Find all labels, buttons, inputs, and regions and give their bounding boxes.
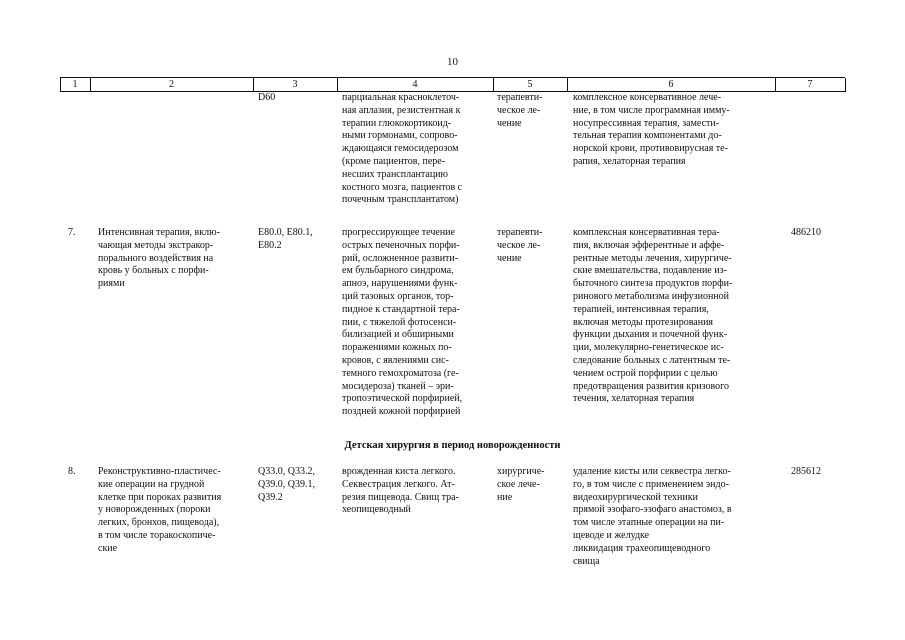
cell-line: ские вмешательства, подавление из-	[573, 265, 727, 277]
cell-line: острых печеночных порфи-	[342, 239, 460, 251]
cell-line: билизацией и обширными	[342, 329, 454, 341]
cell-line: терапией, интенсивная терапия,	[573, 303, 709, 315]
cell-line: чением острой порфирии с целью	[573, 367, 718, 379]
cell-line: почечным трансплантатом)	[342, 194, 459, 206]
cell-line: (кроме пациентов, пере-	[342, 155, 446, 167]
cell-line: костного мозга, пациентов с	[342, 181, 463, 193]
cost-value: 285612	[791, 466, 821, 477]
treatment-method	[573, 92, 770, 169]
cell-line: Интенсивная терапия, вклю-	[98, 227, 220, 238]
cell-line: носупрессивная терапия, замести-	[573, 117, 720, 129]
cell-line: врожденная киста легкого.	[342, 466, 456, 477]
cell-line: терапевти-	[497, 92, 543, 103]
cell-line: клетке при пороках развития	[98, 491, 222, 503]
cell-line: ческое ле-	[497, 239, 541, 251]
cell-line: удаление кисты или секвестра легко-	[573, 466, 731, 477]
cell-line: пии, с тяжелой фотосенси-	[342, 316, 457, 328]
cell-line: парциальная красноклеточ-	[342, 92, 460, 103]
treatment-type	[497, 227, 562, 265]
cell-line: го, в том числе с применением эндо-	[573, 478, 729, 490]
cell-line: чающая методы экстракор-	[98, 239, 214, 251]
cell-line: ликвидация трахеопищеводного	[573, 542, 711, 554]
care-type-name	[98, 466, 248, 556]
column-header: 7	[807, 79, 813, 90]
cell-line: тропоэтической порфирией,	[342, 393, 463, 405]
cell-line: в том числе торакоскопиче-	[98, 529, 216, 541]
cell-line: хеопищеводный	[342, 504, 411, 516]
cell-line: функции дыхания и почечной функ-	[573, 329, 728, 341]
cell-line: рентные методы лечения, хирургиче-	[573, 252, 732, 264]
diagnosis-codes	[258, 92, 333, 105]
care-type-name	[98, 227, 248, 291]
cell-line: прогрессирующее течение	[342, 227, 455, 238]
cell-line: ское лече-	[497, 478, 540, 490]
column-header: 2	[169, 79, 174, 90]
cell-line: E80.2	[258, 239, 282, 251]
cell-line: ная аплазия, резистентная к	[342, 104, 461, 116]
cell-line: течения, хелаторная терапия	[573, 393, 695, 405]
cell-line: D60	[258, 92, 276, 103]
column-header: 3	[292, 79, 298, 90]
page-number: 10	[447, 56, 458, 68]
cell-line: норской крови, противовирусная те-	[573, 143, 728, 155]
cell-line: комплексное консервативное лече-	[573, 92, 722, 103]
cell-line: хирургиче-	[497, 466, 545, 477]
cell-line: прямой эзофаго-эзофаго анастомоз, в	[573, 504, 732, 516]
row-number: 7.	[68, 227, 76, 238]
cell-line: рий, осложненное развити-	[342, 252, 459, 264]
cell-line: мосидероза) тканей – эри-	[342, 380, 454, 392]
cell-line: чение	[497, 117, 522, 129]
cell-line: включая методы протезирования	[573, 316, 714, 328]
treatment-method	[573, 466, 770, 568]
treatment-method	[573, 227, 770, 406]
cell-line: ние, в том числе программная имму-	[573, 104, 730, 116]
cell-line: E80.0, E80.1,	[258, 227, 313, 238]
cell-line: комплексная консервативная тера-	[573, 227, 720, 238]
cell-line: кровов, с явлениями сис-	[342, 354, 449, 366]
column-header: 4	[412, 79, 418, 90]
cell-line: Реконструктивно-пластичес-	[98, 466, 221, 477]
column-header: 6	[668, 79, 674, 90]
cell-line: терапевти-	[497, 227, 543, 238]
cell-line: ние	[497, 491, 513, 503]
cell-line: апноэ, нарушениями функ-	[342, 278, 458, 290]
cell-line: ческое ле-	[497, 104, 541, 116]
patient-model	[342, 227, 488, 419]
cell-line: рапия, хелаторная терапия	[573, 155, 686, 167]
row-number: 8.	[68, 466, 76, 477]
cell-line: тельная терапия компонентами до-	[573, 130, 722, 142]
cell-line: темного гемохроматоза (ге-	[342, 367, 459, 379]
section-title: Детская хирургия в период новорожденности	[344, 440, 561, 451]
cell-line: Q39.2	[258, 491, 283, 503]
cell-line: пия, включая эфферентные и аффе-	[573, 239, 725, 251]
cell-line: легких, бронхов, пищевода),	[98, 517, 220, 529]
cell-line: щеводе и желудке	[573, 529, 650, 541]
diagnosis-codes	[258, 227, 334, 253]
cell-line: несших трансплантацию	[342, 168, 448, 180]
patient-model	[342, 466, 488, 517]
cell-line: риями	[98, 278, 125, 290]
cell-line: ринового метаболизма инфузионной	[573, 290, 730, 302]
column-header: 5	[527, 79, 533, 90]
cost-value: 486210	[791, 227, 821, 238]
cell-line: предотвращения развития кризового	[573, 380, 729, 392]
cell-line: Секвестрация легкого. Ат-	[342, 478, 455, 490]
cell-line: поражениями кожных по-	[342, 342, 452, 354]
cell-line: ждающаяся гемосидерозом	[342, 143, 459, 155]
cell-line: кровь у больных с порфи-	[98, 265, 209, 277]
cell-line: у новорожденных (пороки	[98, 504, 211, 516]
cell-line: свища	[573, 555, 600, 567]
patient-model	[342, 92, 488, 207]
cell-line: Q33.0, Q33.2,	[258, 466, 315, 477]
column-header: 1	[72, 79, 78, 90]
cell-line: ции, молекулярно-генетическое ис-	[573, 342, 724, 354]
cell-line: видеохирургической техники	[573, 491, 698, 503]
cell-line: ций тазовых органов, тор-	[342, 290, 454, 302]
cell-line: порального воздействия на	[98, 252, 214, 264]
cell-line: чение	[497, 252, 522, 264]
treatment-type	[497, 466, 562, 504]
cell-line: пидное к стандартной тера-	[342, 303, 460, 315]
cell-line: ем бульбарного синдрома,	[342, 265, 454, 277]
cell-line: кие операции на грудной	[98, 478, 205, 490]
header-divider	[845, 78, 846, 92]
cell-line: терапии глюкокортикоид-	[342, 117, 452, 129]
cell-line: Q39.0, Q39.1,	[258, 478, 315, 490]
cell-line: следование больных с латентным те-	[573, 354, 731, 366]
treatment-type	[497, 92, 562, 130]
cell-line: ские	[98, 542, 118, 554]
cell-line: резия пищевода. Свищ тра-	[342, 491, 459, 503]
cell-line: быточного синтеза продуктов порфи-	[573, 278, 733, 290]
diagnosis-codes	[258, 466, 334, 504]
cell-line: поздней кожной порфирией	[342, 406, 461, 418]
cell-line: том числе этапные операции на пи-	[573, 517, 725, 529]
cell-line: ными гормонами, сопрово-	[342, 130, 458, 142]
